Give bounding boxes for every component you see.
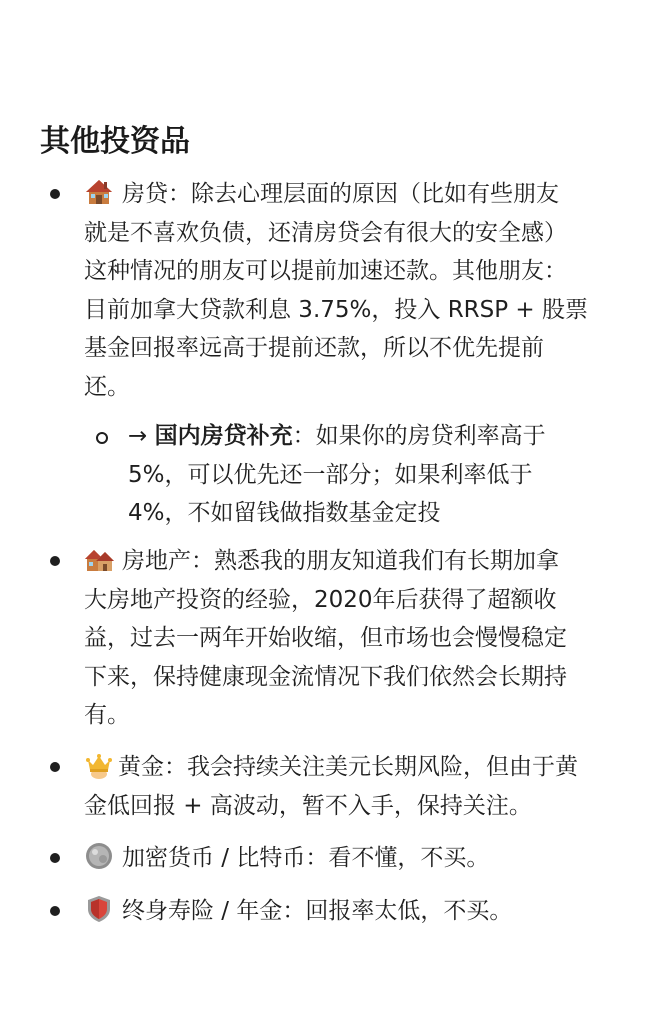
list-item-line — [84, 839, 644, 878]
arrow-icon: → — [128, 423, 148, 449]
mortgage-line-1: 房贷：除去心理层面的原因（比如有些朋友 — [122, 181, 559, 207]
coin-icon — [84, 841, 114, 871]
bullet-dot — [50, 762, 60, 772]
bullet-dot — [50, 189, 60, 199]
real-estate-line-4: 下来，保持健康现金流情况下我们依然会长期持 — [84, 663, 567, 690]
bullet-dot — [50, 556, 60, 566]
list-item-insurance — [84, 892, 644, 931]
crown-icon — [84, 750, 114, 780]
sub-line-3: 4%，不如留钱做指数基金定投 — [128, 500, 441, 526]
list-item-mortgage — [84, 175, 644, 406]
real-estate-line-2: 大房地产投资的经验，2020年后获得了超额收 — [84, 586, 557, 613]
list-item-line — [84, 542, 644, 581]
houses-icon — [84, 544, 114, 574]
sub-line-1: ：如果你的房贷利率高于 — [292, 423, 546, 449]
crypto-line-1: 加密货币 / 比特币：看不懂，不买。 — [122, 845, 490, 871]
sub-item-line — [128, 417, 648, 456]
mortgage-line-3: 这种情况的朋友可以提前加速还款。其他朋友： — [84, 258, 567, 284]
list-item-line — [84, 892, 644, 931]
mortgage-line-6: 还。 — [84, 373, 130, 400]
list-item-line — [84, 748, 644, 787]
bullet-dot — [50, 853, 60, 863]
real-estate-line-5: 有。 — [84, 702, 130, 728]
gold-line-1: 黄金：我会持续关注美元长期风险，但由于黄 — [118, 754, 578, 780]
mortgage-line-4: 目前加拿大贷款利息 3.75%，投入 RRSP + 股票 — [84, 296, 589, 323]
list-item-line — [84, 175, 644, 214]
page-title: 其他投资品 — [40, 124, 190, 159]
list-item-crypto — [84, 839, 644, 878]
mortgage-line-5: 基金回报率远高于提前还款，所以不优先提前 — [84, 335, 544, 361]
list-item-real-estate — [84, 542, 644, 735]
insurance-line-1: 终身寿险 / 年金：回报率太低，不买。 — [122, 898, 513, 924]
mortgage-line-2: 就是不喜欢负债，还清房贷会有很大的安全感） — [84, 219, 567, 246]
sub-line-2: 5%，可以优先还一部分；如果利率低于 — [128, 461, 533, 488]
house-icon — [84, 177, 114, 207]
sub-bullet-circle — [96, 432, 108, 444]
list-item-gold — [84, 748, 644, 825]
sub-item-label: 国内房贷补充 — [154, 423, 293, 449]
bullet-dot — [50, 906, 60, 916]
sub-item-domestic-mortgage — [128, 417, 648, 533]
shield-icon — [84, 894, 114, 924]
real-estate-line-1: 房地产：熟悉我的朋友知道我们有长期加拿 — [122, 548, 559, 574]
gold-line-2: 金低回报 + 高波动，暂不入手，保持关注。 — [84, 792, 532, 819]
real-estate-line-3: 益，过去一两年开始收缩，但市场也会慢慢稳定 — [84, 625, 567, 651]
